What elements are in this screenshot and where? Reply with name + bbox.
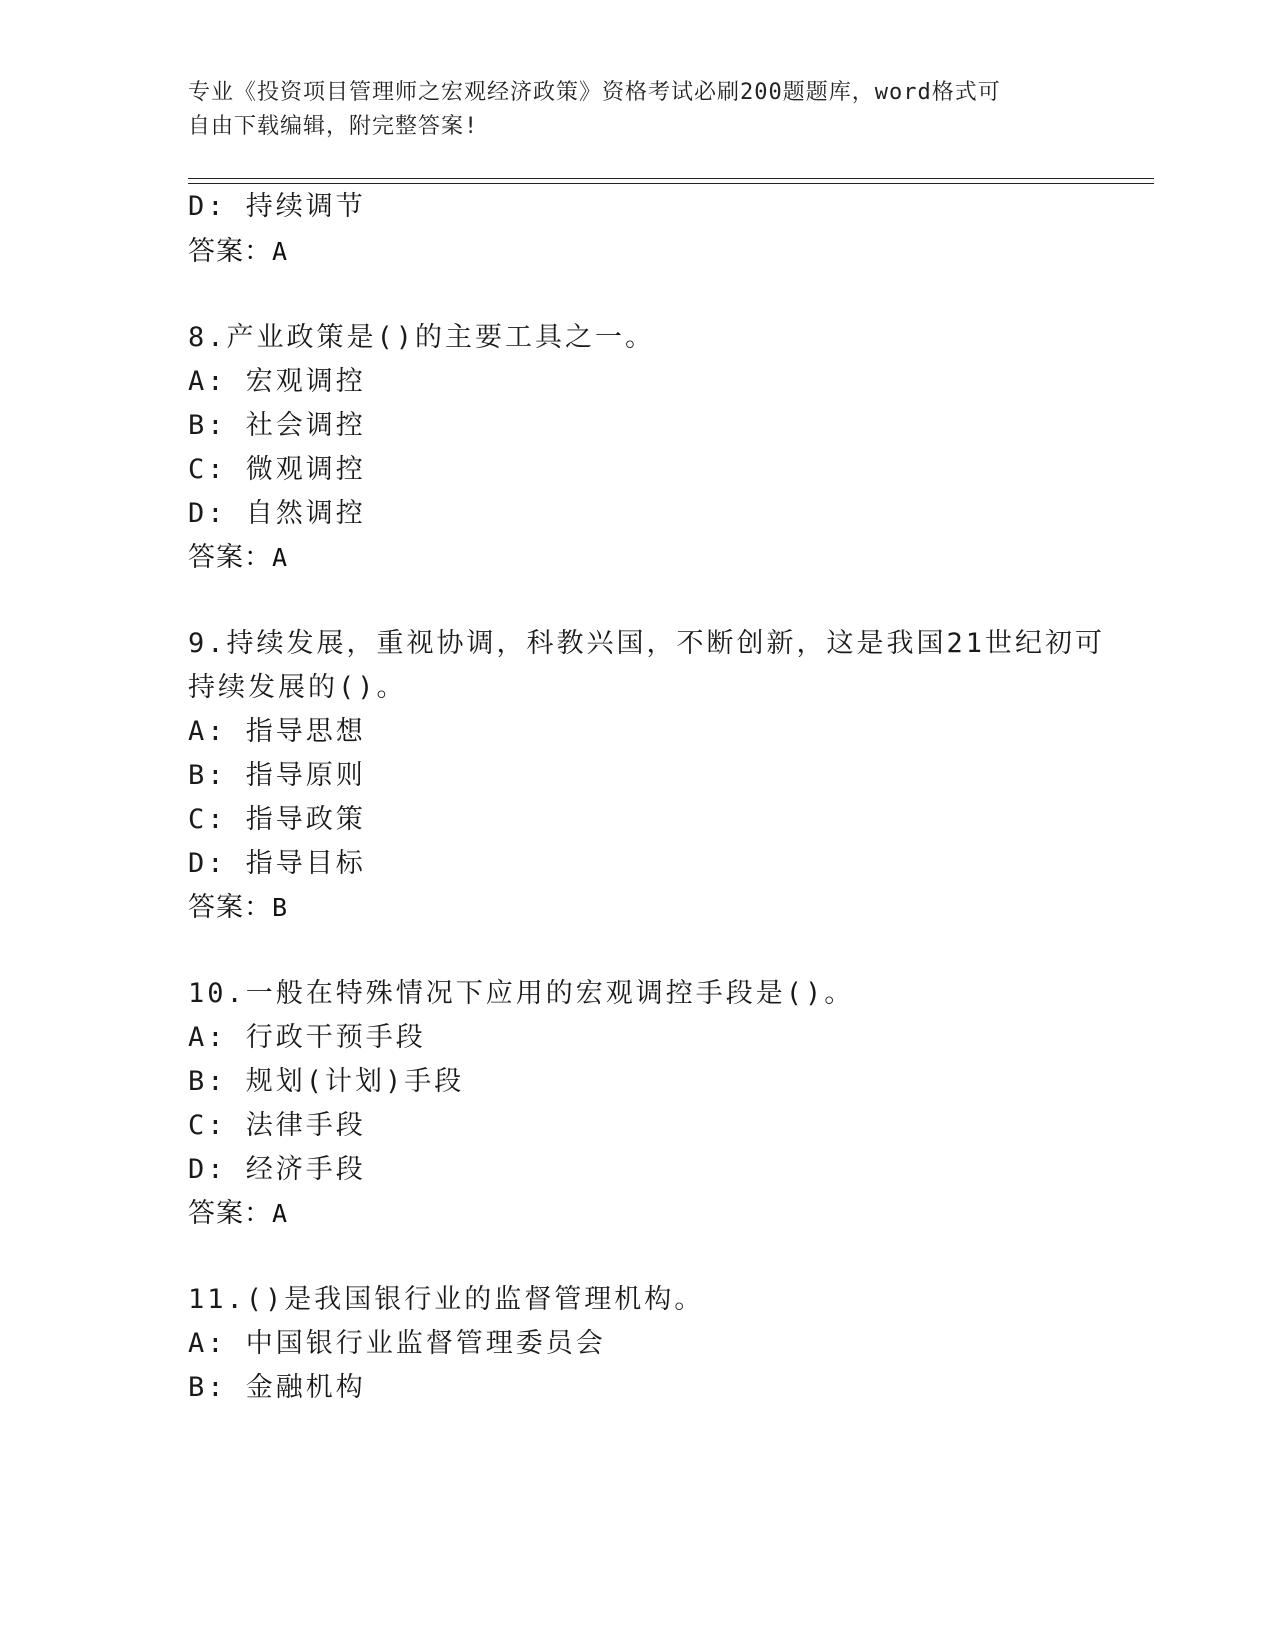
header-divider-bottom <box>188 183 1154 184</box>
answer-value: A <box>272 543 289 572</box>
option-b: B: 社会调控 <box>188 410 366 441</box>
question-stem-continued: 持续发展的()。 <box>188 672 407 703</box>
question-stem: 10.一般在特殊情况下应用的宏观调控手段是()。 <box>188 978 855 1009</box>
option-c: C: 指导政策 <box>188 804 366 835</box>
answer-value: A <box>272 1199 289 1228</box>
header-line-1: 专业《投资项目管理师之宏观经济政策》资格考试必刷200题题库，word格式可 <box>188 80 1001 105</box>
answer-line <box>188 541 288 575</box>
header-line-2: 自由下载编辑，附完整答案! <box>188 114 479 139</box>
option-b: B: 指导原则 <box>188 760 366 791</box>
option-d: D: 经济手段 <box>188 1154 366 1185</box>
answer-line <box>188 1197 288 1231</box>
option-d: D: 自然调控 <box>188 498 366 529</box>
option-a: A: 中国银行业监督管理委员会 <box>188 1328 606 1359</box>
answer-line <box>188 235 288 269</box>
answer-label: 答案： <box>188 542 272 573</box>
answer-value: B <box>272 893 289 922</box>
option-a: A: 指导思想 <box>188 716 366 747</box>
document-header <box>188 76 1088 144</box>
option-c: C: 微观调控 <box>188 454 366 485</box>
option-a: A: 宏观调控 <box>188 366 366 397</box>
answer-line <box>188 891 288 925</box>
option-b: B: 规划(计划)手段 <box>188 1066 465 1097</box>
answer-label: 答案： <box>188 1198 272 1229</box>
option-d: D: 持续调节 <box>188 191 366 222</box>
answer-label: 答案： <box>188 236 272 267</box>
option-a: A: 行政干预手段 <box>188 1022 426 1053</box>
question-stem: 11.()是我国银行业的监督管理机构。 <box>188 1284 705 1315</box>
option-d: D: 指导目标 <box>188 848 366 879</box>
question-stem: 9.持续发展，重视协调，科教兴国，不断创新，这是我国21世纪初可 <box>188 628 1106 659</box>
answer-value: A <box>272 237 289 266</box>
header-divider-top <box>188 178 1154 179</box>
option-c: C: 法律手段 <box>188 1110 366 1141</box>
question-stem: 8.产业政策是()的主要工具之一。 <box>188 322 656 353</box>
answer-label: 答案： <box>188 892 272 923</box>
option-b: B: 金融机构 <box>188 1372 366 1403</box>
